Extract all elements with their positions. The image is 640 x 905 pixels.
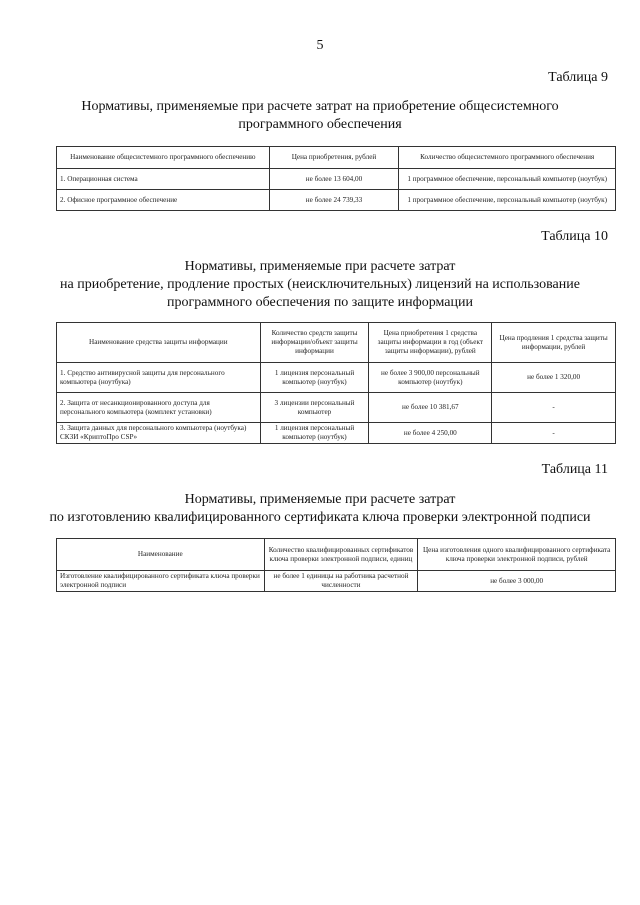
table-header-cell: Количество квалифицированных сертификатов ключа проверки электронной подписи, единиц [264,539,418,571]
table-11-title-line: по изготовлению квалифицированного сертификата ключа проверки электронной подписи [49,510,591,525]
table-10-title-line: программного обеспечения по защите информации [167,295,473,310]
table-cell: 3. Защита данных для персонального компьютера (ноутбука) СКЗИ «КриптоПро CSP» [57,423,261,444]
table-header-cell: Наименование общесистемного программного обеспечению [57,147,270,169]
table-cell: не более 24 739,33 [269,190,399,211]
table-11-title [40,491,600,527]
table-9-title-line: программного обеспечения [238,117,402,132]
table-cell: 1 программное обеспечение, персональный компьютер (ноутбук) [399,169,616,190]
table-cell: 1 программное обеспечение, персональный компьютер (ноутбук) [399,190,616,211]
table-row [57,571,616,592]
table-10-title [40,258,600,312]
table-cell: не более 3 000,00 [418,571,616,592]
table-10 [56,322,616,444]
table-header-cell: Наименование средства защиты информации [57,323,261,363]
table-11-title-line: Нормативы, применяемые при расчете затрат [184,492,456,507]
table-11-label: Таблица 11 [541,462,608,477]
table-header-cell: Цена приобретения, рублей [269,147,399,169]
table-cell: 2. Защита от несанкционированного доступа для персонального компьютера (комплект установки) [57,393,261,423]
table-cell: 1. Операционная система [57,169,270,190]
table-9-label: Таблица 9 [548,70,608,85]
table-9-title-line: Нормативы, применяемые при расчете затрат на приобретение общесистемного [81,99,559,114]
table-cell: не более 1 единицы на работника расчетной численности [264,571,418,592]
table-cell: не более 3 900,00 персональный компьютер (ноутбук) [369,363,492,393]
table-cell: 1 лицензия персональный компьютер (ноутбук) [260,423,369,444]
table-row [57,190,616,211]
table-row [57,363,616,393]
table-header-cell: Цена приобретения 1 средства защиты информации в год (объект защиты информации), рублей [369,323,492,363]
table-header-cell: Наименование [57,539,265,571]
table-10-title-line: Нормативы, применяемые при расчете затрат [184,259,456,274]
table-header-cell: Цена продления 1 средства защиты информации, рублей [492,323,616,363]
table-cell: не более 1 320,00 [492,363,616,393]
table-10-title-line: на приобретение, продление простых (неисключительных) лицензий на использование [60,277,580,292]
table-9 [56,146,616,211]
table-cell: не более 10 381,67 [369,393,492,423]
table-row [57,393,616,423]
table-cell: не более 13 604,00 [269,169,399,190]
table-header-cell: Количество общесистемного программного обеспечения [399,147,616,169]
table-10-label: Таблица 10 [541,229,608,244]
table-cell: 1 лицензия персональный компьютер (ноутбук) [260,363,369,393]
table-cell: не более 4 250,00 [369,423,492,444]
table-row [57,169,616,190]
table-cell: - [492,423,616,444]
table-cell: 2. Офисное программное обеспечение [57,190,270,211]
table-row [57,423,616,444]
table-cell: - [492,393,616,423]
table-cell: 3 лицензии персональный компьютер [260,393,369,423]
table-cell: Изготовление квалифицированного сертификата ключа проверки электронной подписи [57,571,265,592]
table-header-cell: Цена изготовления одного квалифицированного сертификата ключа проверки электронной подписи, рублей [418,539,616,571]
table-9-title [40,98,600,134]
table-header-cell: Количество средств защиты информации/объект защиты информации [260,323,369,363]
table-cell: 1. Средство антивирусной защиты для персонального компьютера (ноутбука) [57,363,261,393]
page-number: 5 [316,38,324,53]
table-11 [56,538,616,592]
